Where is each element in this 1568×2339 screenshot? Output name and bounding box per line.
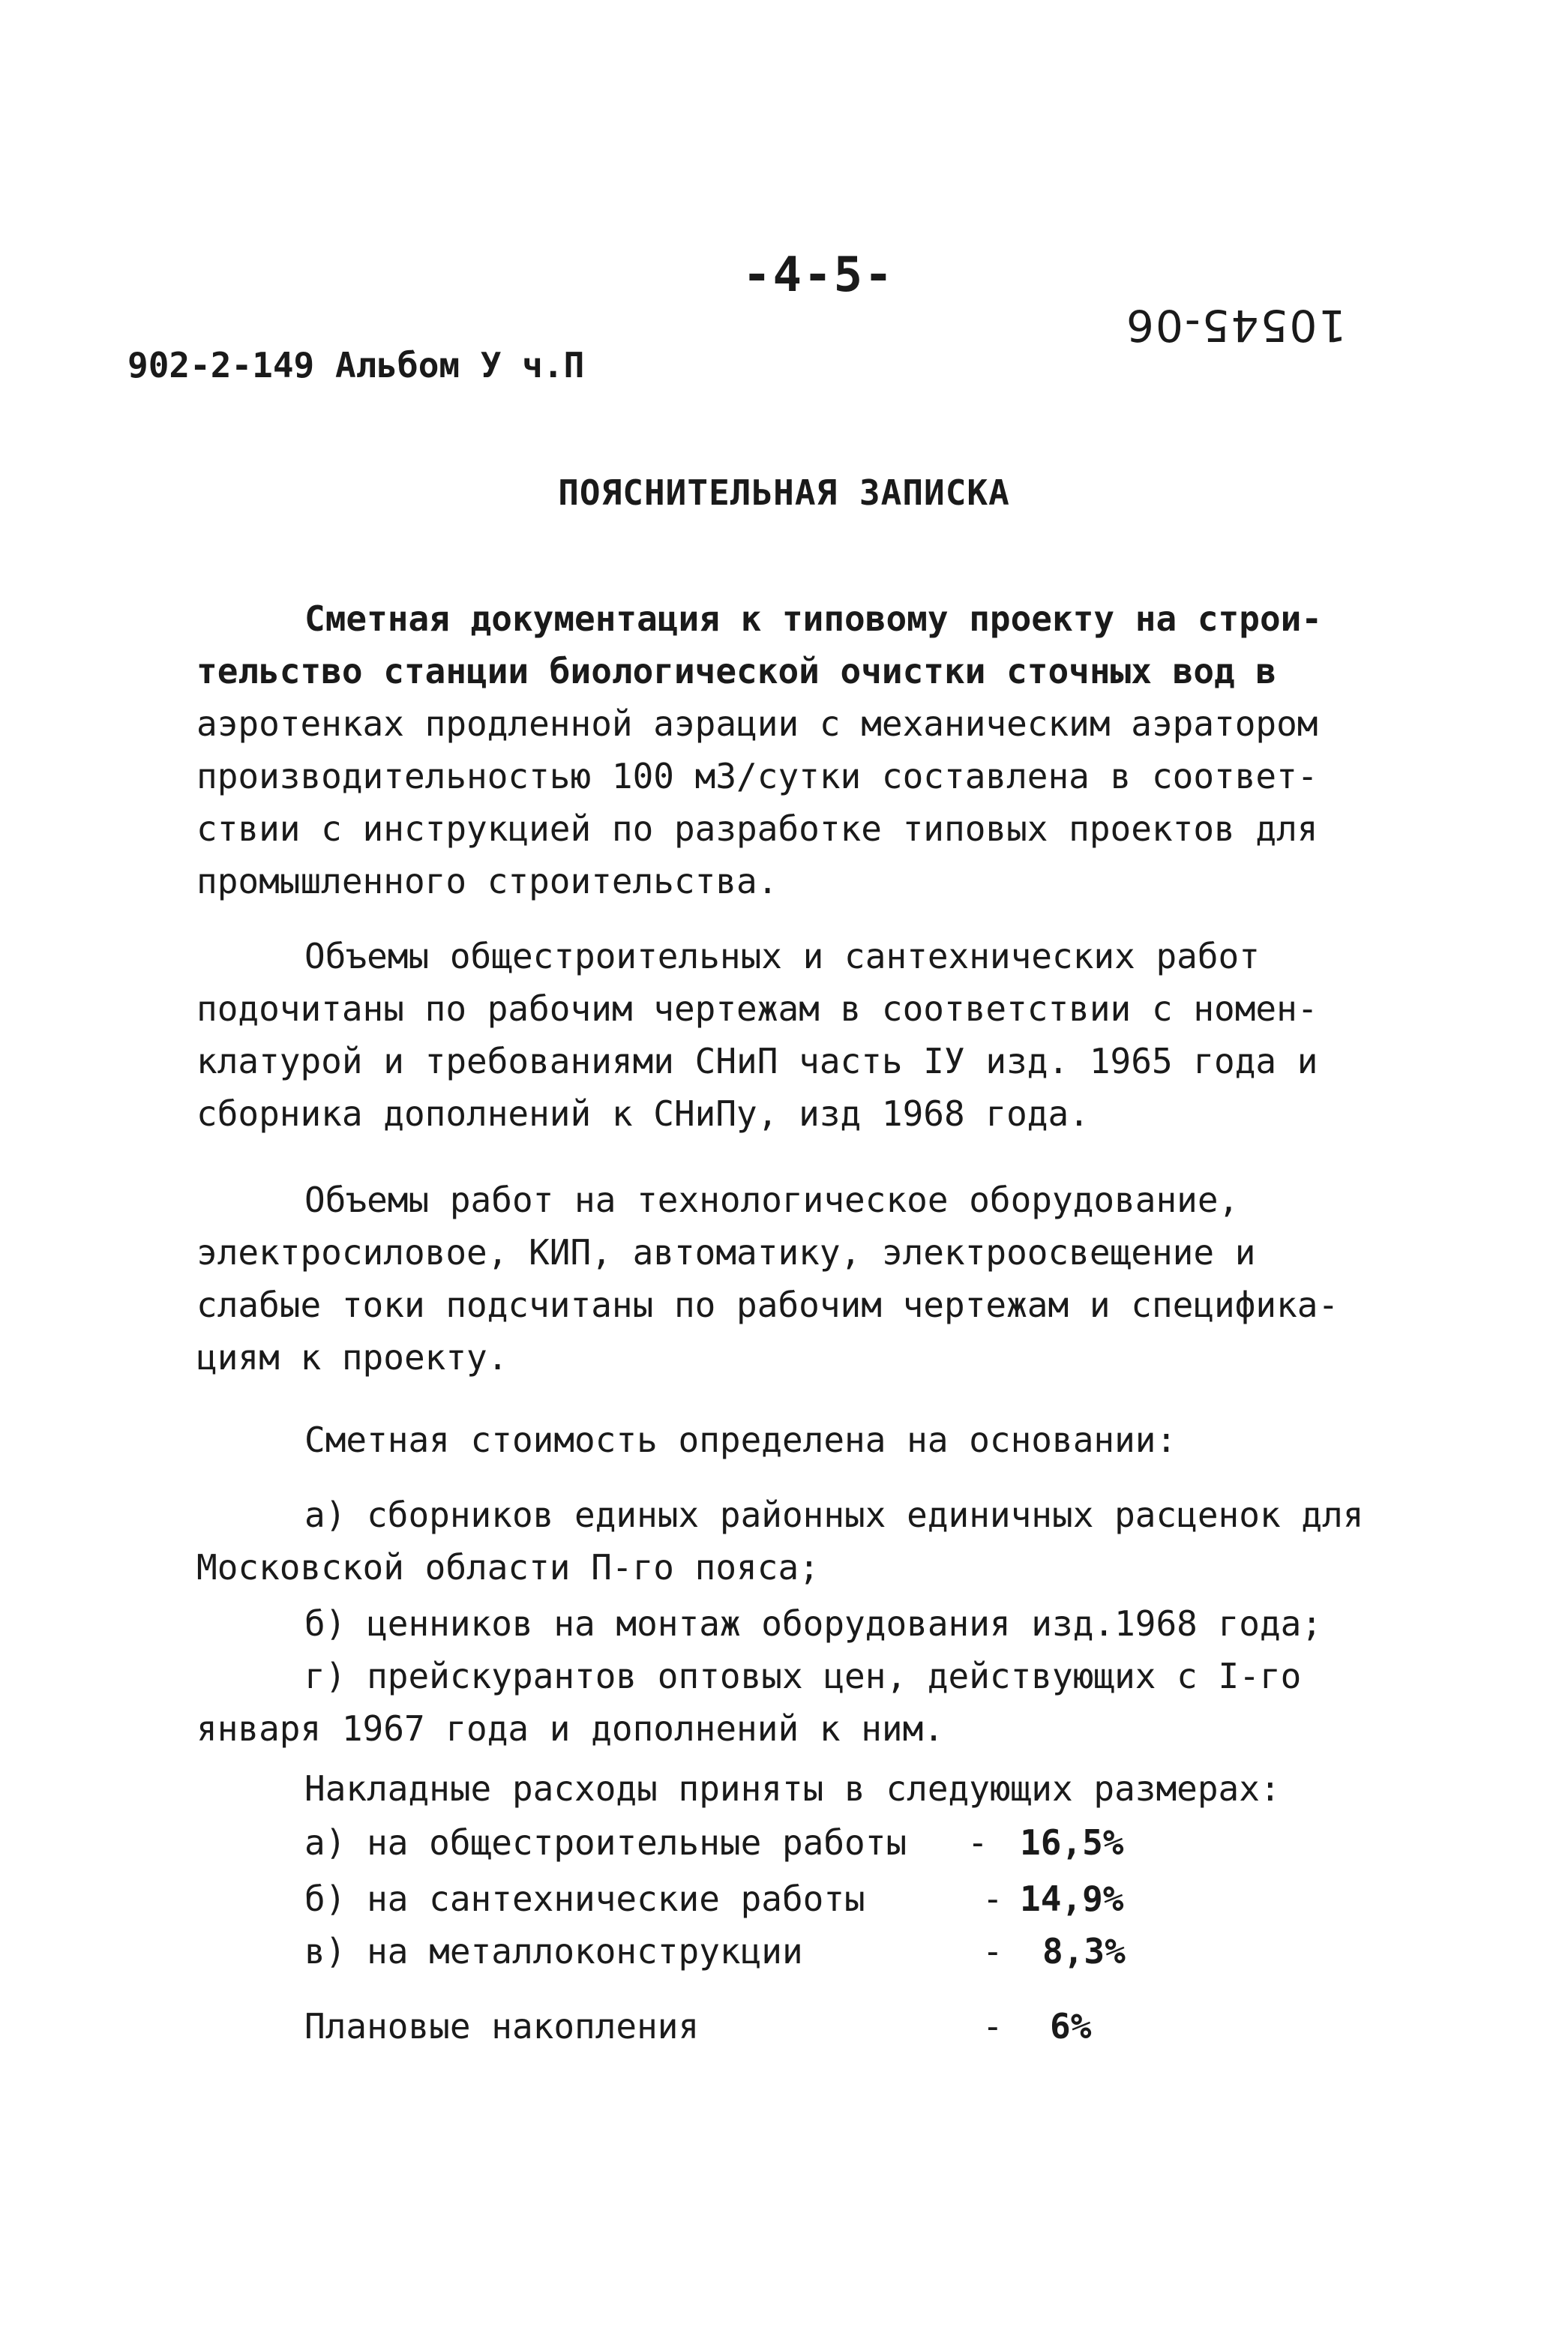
paragraph-line: производительностью 100 м3/сутки составлена в соответ- [196, 756, 1318, 796]
paragraph-line: Сметная документация к типовому проекту на строи- [304, 598, 1323, 639]
paragraph-line: Объемы работ на технологическое оборудование, [304, 1180, 1240, 1220]
handwritten-archive-code: 10545-06 [1125, 300, 1347, 351]
paragraph-line: клатурой и требованиями СНиП часть IУ изд. 1965 года и [196, 1041, 1318, 1081]
planned-savings-value: 6% [1050, 2006, 1092, 2047]
paragraph-line: промышленного строительства. [196, 861, 778, 901]
overheads-intro: Накладные расходы приняты в следующих размерах: [304, 1768, 1281, 1809]
basis-item-line: а) сборников единых районных единичных расценок для [304, 1495, 1364, 1535]
planned-savings-label: Плановые накопления [304, 2006, 700, 2047]
overhead-label: в) на металлоконструкции [304, 1931, 803, 1972]
document-title: ПОЯСНИТЕЛЬНАЯ ЗАПИСКА [558, 472, 1010, 513]
overhead-dash: - [982, 1879, 1003, 1919]
paragraph-line: тельство станции биологической очистки сточных вод в [196, 651, 1277, 691]
overhead-value: 14,9% [1020, 1879, 1124, 1919]
paragraph-line: циям к проекту. [196, 1337, 508, 1378]
overhead-dash: - [967, 1822, 988, 1863]
overhead-label: б) на сантехнические работы [304, 1879, 865, 1919]
document-code: 902-2-149 Альбом У ч.П [127, 345, 585, 385]
overhead-value: 8,3% [1042, 1931, 1126, 1972]
paragraph-line: ствии с инструкцией по разработке типовых проектов для [196, 808, 1318, 849]
basis-item-line: января 1967 года и дополнений к ним. [196, 1708, 944, 1749]
cost-basis-intro: Сметная стоимость определена на основании: [304, 1420, 1177, 1460]
basis-item-line: б) ценников на монтаж оборудования изд.1968 года; [304, 1603, 1323, 1644]
planned-savings-dash: - [982, 2006, 1003, 2047]
overhead-dash: - [982, 1931, 1003, 1972]
paragraph-line: Объемы общестроительных и сантехнических работ [304, 936, 1260, 976]
page-number: -4-5- [742, 247, 895, 303]
paragraph-line: аэротенках продленной аэрации с механическим аэратором [196, 703, 1318, 744]
paragraph-line: сборника дополнений к СНиПу, изд 1968 года. [196, 1093, 1090, 1134]
paragraph-line: подочитаны по рабочим чертежам в соответствии с номен- [196, 988, 1318, 1029]
paragraph-line: электросиловое, КИП, автоматику, электроосвещение и [196, 1232, 1256, 1273]
basis-item-line: Московской области П-го пояса; [196, 1547, 820, 1588]
overhead-label: а) на общестроительные работы [304, 1822, 907, 1863]
basis-item-line: г) прейскурантов оптовых цен, действующих с I-го [304, 1656, 1302, 1696]
overhead-value: 16,5% [1020, 1822, 1124, 1863]
paragraph-line: слабые токи подсчитаны по рабочим чертежам и специфика- [196, 1285, 1339, 1325]
